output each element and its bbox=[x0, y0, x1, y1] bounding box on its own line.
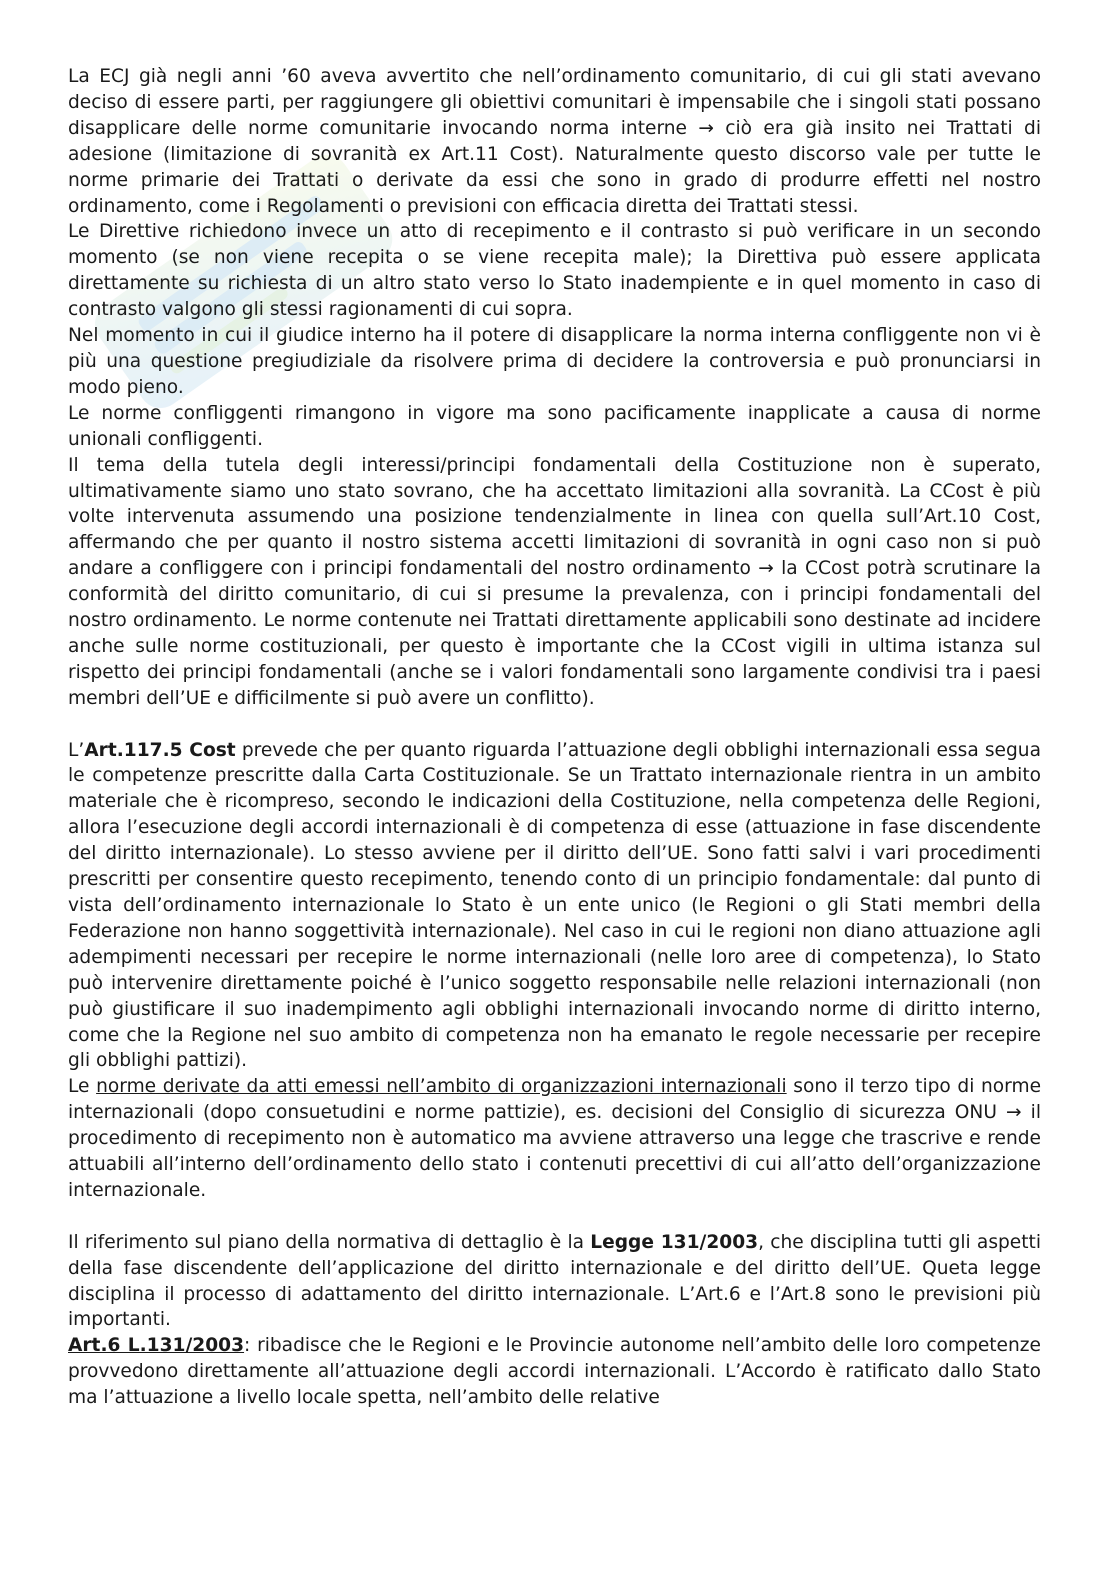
paragraph-7 bbox=[68, 1074, 1041, 1204]
paragraph-4-text: Le norme confliggenti rimangono in vigore ma sono pacificamente inapplicate a causa di norme unionali confliggenti. bbox=[68, 402, 1041, 450]
paragraph-9 bbox=[68, 1333, 1041, 1411]
paragraph-5-text: Il tema della tutela degli interessi/principi fondamentali della Costituzione non è superato, ultimativamente siamo uno stato sovrano, che ha accettato limitazioni alla sovranità. La CCost è più volte intervenuta assumendo una posizione tendenzialmente in linea con quella sull’Art.10 Cost, affermando che per quanto il nostro sistema accetti limitazioni di sovranità in ogni caso non si può andare a confliggere con i principi fondamentali del nostro ordinamento → la CCost potrà scrutinare la conformità del diritto comunitario, di cui si presume la prevalenza, con i principi fondamentali del nostro ordinamento. Le norme contenute nei Trattati direttamente applicabili sono destinate ad incidere anche sulle norme costituzionali, per questo è importante che la CCost vigili in ultima istanza sul rispetto dei principi fondamentali (anche se i valori fondamentali sono largamente condivisi tra i paesi membri dell’UE e difficilmente si può avere un conflitto). bbox=[68, 454, 1041, 709]
paragraph-1-text: La ECJ già negli anni ’60 aveva avvertito che nell’ordinamento comunitario, di cui gli stati avevano deciso di essere parti, per raggiungere gli obiettivi comunitari è impensabile che i singoli stati possano disapplicare delle norme comunitarie invocando norma interne → ciò era già insito nei Trattati di adesione (limitazione di sovranità ex Art.11 Cost). Naturalmente questo discorso vale per tutte le norme primarie dei Trattati o derivate da essi che sono in grado di produrre effetti nel nostro ordinamento, come i Regolamenti o previsioni con efficacia diretta dei Trattati stessi. bbox=[68, 66, 1041, 217]
art-117-5-cost-heading: Art.117.5 Cost bbox=[84, 739, 236, 761]
art-6-l-131-2003-heading: Art.6 L.131/2003 bbox=[68, 1335, 245, 1357]
document-body bbox=[68, 64, 1041, 1411]
paragraph-spacer bbox=[68, 712, 1041, 738]
paragraph-8-text: , che disciplina tutti gli aspetti della fase discendente dell’applicazione del diritto internazionale e del diritto dell’UE. Queta legge disciplina il processo di adattamento del diritto internazionale. L’Art.6 e l’Art.8 sono le previsioni più importanti. bbox=[68, 1231, 1041, 1331]
paragraph-1 bbox=[68, 64, 1041, 219]
legge-131-2003-heading: Legge 131/2003 bbox=[590, 1231, 759, 1253]
paragraph-8-lead: Il riferimento sul piano della normativa di dettaglio è la bbox=[68, 1231, 591, 1253]
paragraph-9-text: : ribadisce che le Regioni e le Provincie autonome nell’ambito delle loro competenze provvedono direttamente all’attuazione degli accordi internazionali. L’Accordo è ratificato dallo Stato ma l’attuazione a livello locale spetta, nell’ambito delle relative bbox=[68, 1335, 1041, 1409]
paragraph-3-text: Nel momento in cui il giudice interno ha il potere di disapplicare la norma interna confliggente non vi è più una questione pregiudiziale da risolvere prima di decidere la controversia e può pronunciarsi in modo pieno. bbox=[68, 325, 1041, 398]
paragraph-4 bbox=[68, 401, 1041, 453]
paragraph-2-text: Le Direttive richiedono invece un atto di recepimento e il contrasto si può verificare in un secondo momento (se non viene recepita o se viene recepita male); la Direttiva può essere applicata direttamente su richiesta di un altro stato verso lo Stato inadempiente e in quel momento in caso di contrasto valgono gli stessi ragionamenti di cui sopra. bbox=[68, 221, 1041, 321]
paragraph-3 bbox=[68, 323, 1041, 401]
paragraph-8 bbox=[68, 1230, 1041, 1334]
norme-derivate-underlined: norme derivate da atti emessi nell’ambito di organizzazioni internazionali bbox=[96, 1076, 787, 1098]
paragraph-2 bbox=[68, 219, 1041, 323]
paragraph-5 bbox=[68, 453, 1041, 712]
paragraph-6 bbox=[68, 738, 1041, 1075]
paragraph-7-text: sono il terzo tipo di norme internazionali (dopo consuetudini e norme pattizie), es. decisioni del Consiglio di sicurezza ONU → il procedimento di recepimento non è automatico ma avviene attraverso una legge che trascrive e rende attuabili all’interno dell’ordinamento dello stato i contenuti precettivi di cui all’atto dell’organizzazione internazionale. bbox=[68, 1076, 1042, 1201]
paragraph-spacer bbox=[68, 1204, 1041, 1230]
paragraph-6-text: prevede che per quanto riguarda l’attuazione degli obblighi internazionali essa segua le competenze prescritte dalla Carta Costituzionale. Se un Trattato internazionale rientra in un ambito materiale che è ricompreso, secondo le indicazioni della Costituzione, nella competenza delle Regioni, allora l’esecuzione degli accordi internazionali è di competenza di esse (attuazione in fase discendente del diritto internazionale). Lo stesso avviene per il diritto dell’UE. Sono fatti salvi i vari procedimenti prescritti per consentire questo recepimento, tenendo conto di un principio fondamentale: dal punto di vista dell’ordinamento internazionale lo Stato è un ente unico (le Regioni o gli Stati membri della Federazione non hanno soggettività internazionale). Nel caso in cui le regioni non diano attuazione agli adempimenti necessari per recepire le norme internazionali (nelle loro aree di competenza), lo Stato può intervenire direttamente poiché è l’unico soggetto responsabile nelle relazioni internazionali (non può giustificare il suo inadempimento agli obblighi internazionali invocando norme di diritto interno, come che la Regione nel suo ambito di competenza non ha emanato le regole necessarie per recepire gli obblighi pattizi). bbox=[68, 739, 1041, 1072]
paragraph-6-lead: L’ bbox=[68, 739, 85, 761]
paragraph-7-lead: Le bbox=[68, 1076, 97, 1098]
